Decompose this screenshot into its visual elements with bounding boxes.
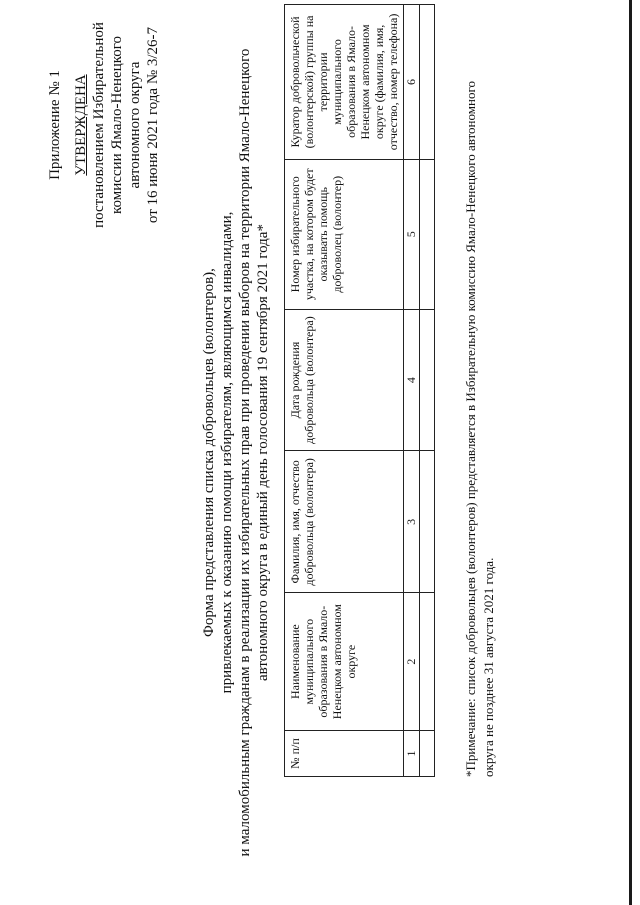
column-number-cell: 2 [404, 593, 420, 731]
empty-cell [420, 731, 435, 777]
footnote-line-2: округа не позднее 31 августа 2021 года. [481, 557, 496, 777]
column-number-cell: 1 [404, 731, 420, 777]
approval-line-1: постановлением Избирательной [91, 22, 107, 228]
approved-stamp-text: УТВЕРЖДЕНА [73, 74, 89, 176]
header-cell-number: № п/п [285, 731, 404, 777]
title-line-1: Форма представления списка добровольцев (волонтеров), [201, 268, 217, 637]
approval-block [46, 15, 162, 235]
table-header-row [285, 5, 404, 777]
header-cell-volunteer-name: Фамилия, имя, отчество добровольца (волонтера) [285, 451, 404, 593]
empty-cell [420, 159, 435, 309]
title-line-3: и маломобильным гражданам в реализации их избирательных прав при проведении выборов на территории Ямало-Ненецкого [237, 48, 253, 857]
header-cell-curator: Куратор добровольческой (волонтерской) группы на территории муниципального образования в Ямало-Ненецком автономном округе (фамилия, имя, отчество, номер телефона) [285, 5, 404, 160]
header-cell-polling-station: Номер избирательного участка, на котором будет оказывать помощь доброволец (волонтер) [285, 159, 404, 309]
table-empty-row [420, 5, 435, 777]
empty-cell [420, 5, 435, 160]
header-cell-birth-date: Дата рождения добровольца (волонтера) [285, 309, 404, 451]
title-line-4: автономного округа в единый день голосования 19 сентября 2021 года* [255, 224, 271, 681]
approval-line-2: комиссии Ямало-Ненецкого [109, 35, 125, 215]
footnote [462, 4, 498, 777]
document-title [200, 0, 272, 905]
header-cell-municipality: Наименование муниципального образования в Ямало-Ненецком автономном округе [285, 593, 404, 731]
empty-cell [420, 309, 435, 451]
approval-line-4: от 16 июня 2021 года № 3/26-7 [145, 26, 161, 224]
empty-cell [420, 593, 435, 731]
approval-line-3: автономного округа [127, 61, 143, 189]
title-line-2: привлекаемых к оказанию помощи избирателям, являющимся инвалидами, [219, 211, 235, 694]
column-number-cell: 3 [404, 451, 420, 593]
volunteer-list-form-table [284, 4, 435, 777]
column-number-cell: 6 [404, 5, 420, 160]
column-number-cell: 5 [404, 159, 420, 309]
empty-cell [420, 451, 435, 593]
appendix-number: Приложение № 1 [47, 70, 63, 180]
table-column-number-row [404, 5, 420, 777]
footnote-line-1: *Примечание: список добровольцев (волонтеров) представляется в Избирательную комиссию Ямало-Ненецкого автономного [463, 81, 478, 777]
column-number-cell: 4 [404, 309, 420, 451]
